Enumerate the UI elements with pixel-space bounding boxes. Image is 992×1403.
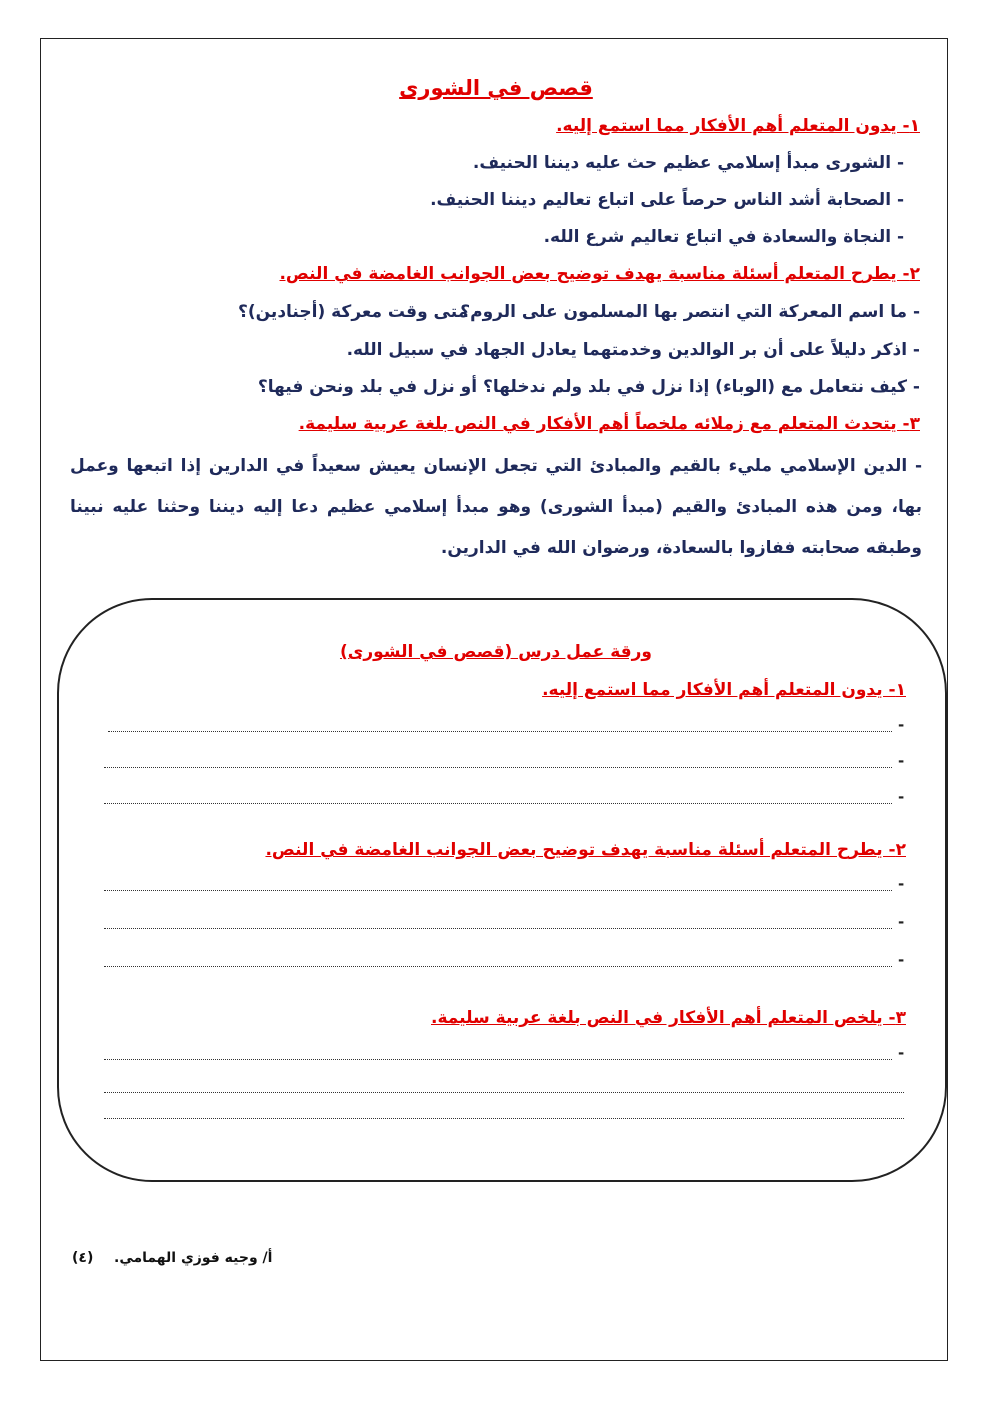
answer-dash: - <box>898 951 905 969</box>
question-4: - كيف نتعامل مع (الوباء) إذا نزل في بلد ولم ندخلها؟ أو نزل في بلد ونحن فيها؟ <box>257 377 920 397</box>
question-3: - اذكر دليلاً على أن بر الوالدين وخدمتهما يعادل الجهاد في سبيل الله. <box>346 340 920 360</box>
objective-2-heading: ٢- يطرح المتعلم أسئلة مناسبة يهدف توضيح بعض الجوانب الغامضة في النص. <box>279 264 920 284</box>
answer-line[interactable] <box>104 966 892 967</box>
answer-line[interactable] <box>104 803 892 804</box>
answer-line[interactable] <box>104 1118 904 1119</box>
question-2: - متى وقت معركة (أجنادين)؟ <box>238 302 482 322</box>
idea-2: - الصحابة أشد الناس حرصاً على اتباع تعاليم ديننا الحنيف. <box>430 190 904 210</box>
answer-dash: - <box>898 716 905 734</box>
question-1: - ما اسم المعركة التي انتصر بها المسلمون على الروم؟ <box>460 302 920 322</box>
answer-line[interactable] <box>104 1092 904 1093</box>
objective-3-heading: ٣- يتحدث المتعلم مع زملائه ملخصاً أهم الأفكار في النص بلغة عربية سليمة. <box>298 414 920 434</box>
answer-line[interactable] <box>104 1059 892 1060</box>
answer-dash: - <box>898 752 905 770</box>
worksheet-objective-3: ٣- يلخص المتعلم أهم الأفكار في النص بلغة عربية سليمة. <box>431 1008 906 1028</box>
idea-3: - النجاة والسعادة في اتباع تعاليم شرع الله. <box>543 227 904 247</box>
lesson-title: قصص في الشورى <box>399 76 593 100</box>
footer-author: أ/ وجيه فوزي الهمامي. <box>114 1250 273 1266</box>
worksheet-objective-2: ٢- يطرح المتعلم أسئلة مناسبة يهدف توضيح بعض الجوانب الغامضة في النص. <box>265 840 906 860</box>
answer-line[interactable] <box>108 731 892 732</box>
worksheet-title: ورقة عمل درس (قصص في الشورى) <box>339 642 653 662</box>
answer-line[interactable] <box>104 767 892 768</box>
objective-1-heading: ١- يدون المتعلم أهم الأفكار مما استمع إليه. <box>556 116 920 136</box>
page-number: (٤) <box>72 1250 94 1266</box>
answer-dash: - <box>898 913 905 931</box>
answer-dash: - <box>898 1044 905 1062</box>
answer-dash: - <box>898 788 905 806</box>
answer-line[interactable] <box>104 890 892 891</box>
answer-dash: - <box>898 875 905 893</box>
answer-line[interactable] <box>104 928 892 929</box>
idea-1: - الشورى مبدأ إسلامي عظيم حث عليه ديننا الحنيف. <box>472 153 904 173</box>
summary-paragraph: - الدين الإسلامي مليء بالقيم والمبادئ التي تجعل الإنسان يعيش سعيداً في الدارين إذا اتبعها وعمل بها، ومن هذه المبادئ والقيم (مبدأ الشورى) وهو مبدأ إسلامي عظيم دعا إليه ديننا وحثنا عليه نبينا وطبقه صحابته ففازوا بالسعادة، ورضوان الله في الدارين. <box>70 456 922 558</box>
worksheet-objective-1: ١- يدون المتعلم أهم الأفكار مما استمع إليه. <box>542 680 906 700</box>
